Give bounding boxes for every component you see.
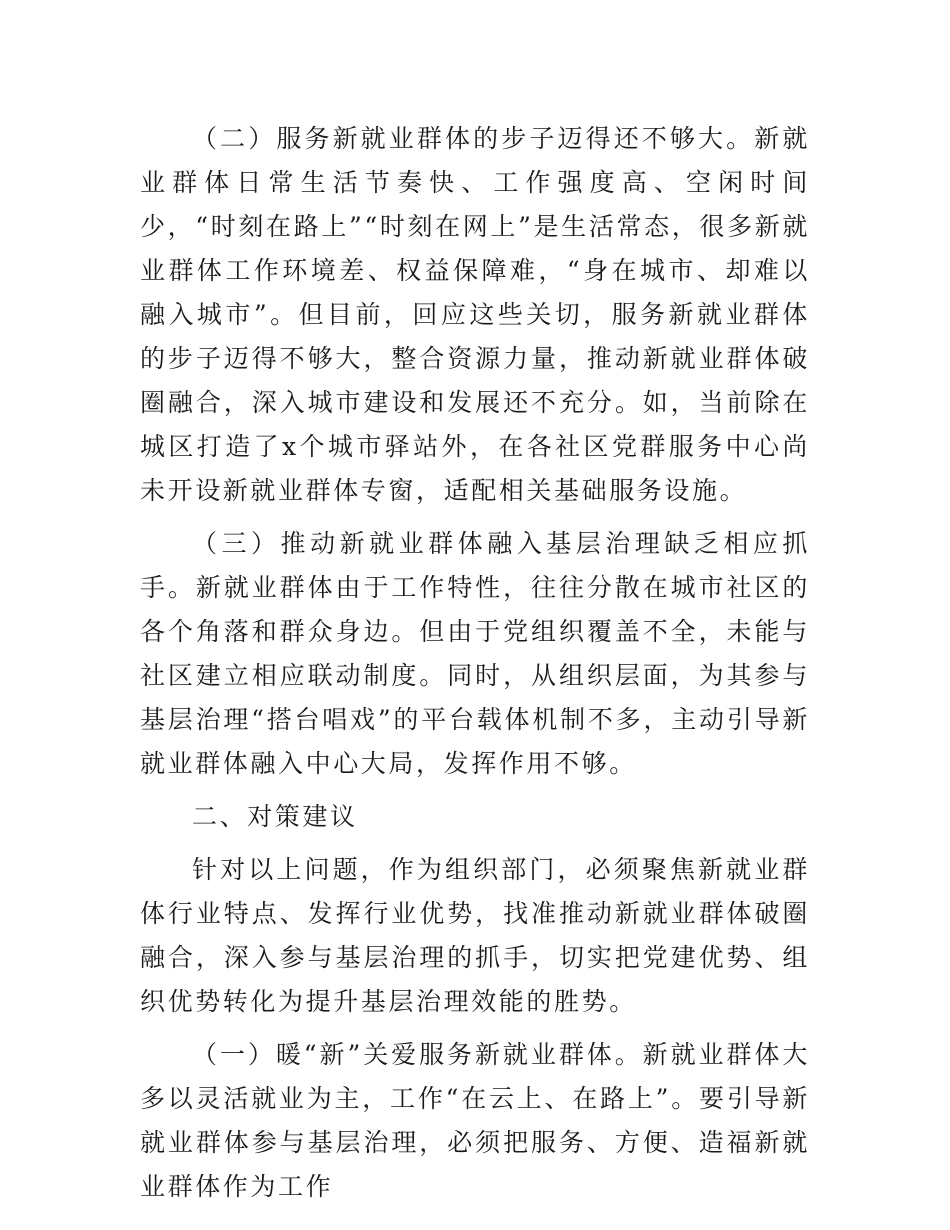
document-body xyxy=(140,117,810,1218)
paragraph-countermeasure-1: （一）暖“新”关爱服务新就业群体。新就业群体大多以灵活就业为主，工作“在云上、在路上”。要引导新就业群体参与基层治理，必须把服务、方便、造福新就业群体作为工作 xyxy=(140,1040,810,1201)
paragraph-section-3: （三）推动新就业群体融入基层治理缺乏相应抓手。新就业群体由于工作特性，往往分散在城市社区的各个角落和群众身边。但由于党组织覆盖不全，未能与社区建立相应联动制度。同时，从组织层面，为其参与基层治理“搭台唱戏”的平台载体机制不多，主动引导新就业群体融入中心大局，发挥作用不够。 xyxy=(140,529,810,778)
paragraph-countermeasures-intro: 针对以上问题，作为组织部门，必须聚焦新就业群体行业特点、发挥行业优势，找准推动新就业群体破圈融合，深入参与基层治理的抓手，切实把党建优势、组织优势转化为提升基层治理效能的胜势。 xyxy=(140,855,810,1016)
paragraph-section-2: （二）服务新就业群体的步子迈得还不够大。新就业群体日常生活节奏快、工作强度高、空闲时间少，“时刻在路上”“时刻在网上”是生活常态，很多新就业群体工作环境差、权益保障难，“身在城市、却难以融入城市”。但目前，回应这些关切，服务新就业群体的步子迈得不够大，整合资源力量，推动新就业群体破圈融合，深入城市建设和发展还不充分。如，当前除在城区打造了x个城市驿站外，在各社区党群服务中心尚未开设新就业群体专窗，适配相关基础服务设施。 xyxy=(140,124,810,505)
section-heading-countermeasures: 二、对策建议 xyxy=(192,802,358,831)
